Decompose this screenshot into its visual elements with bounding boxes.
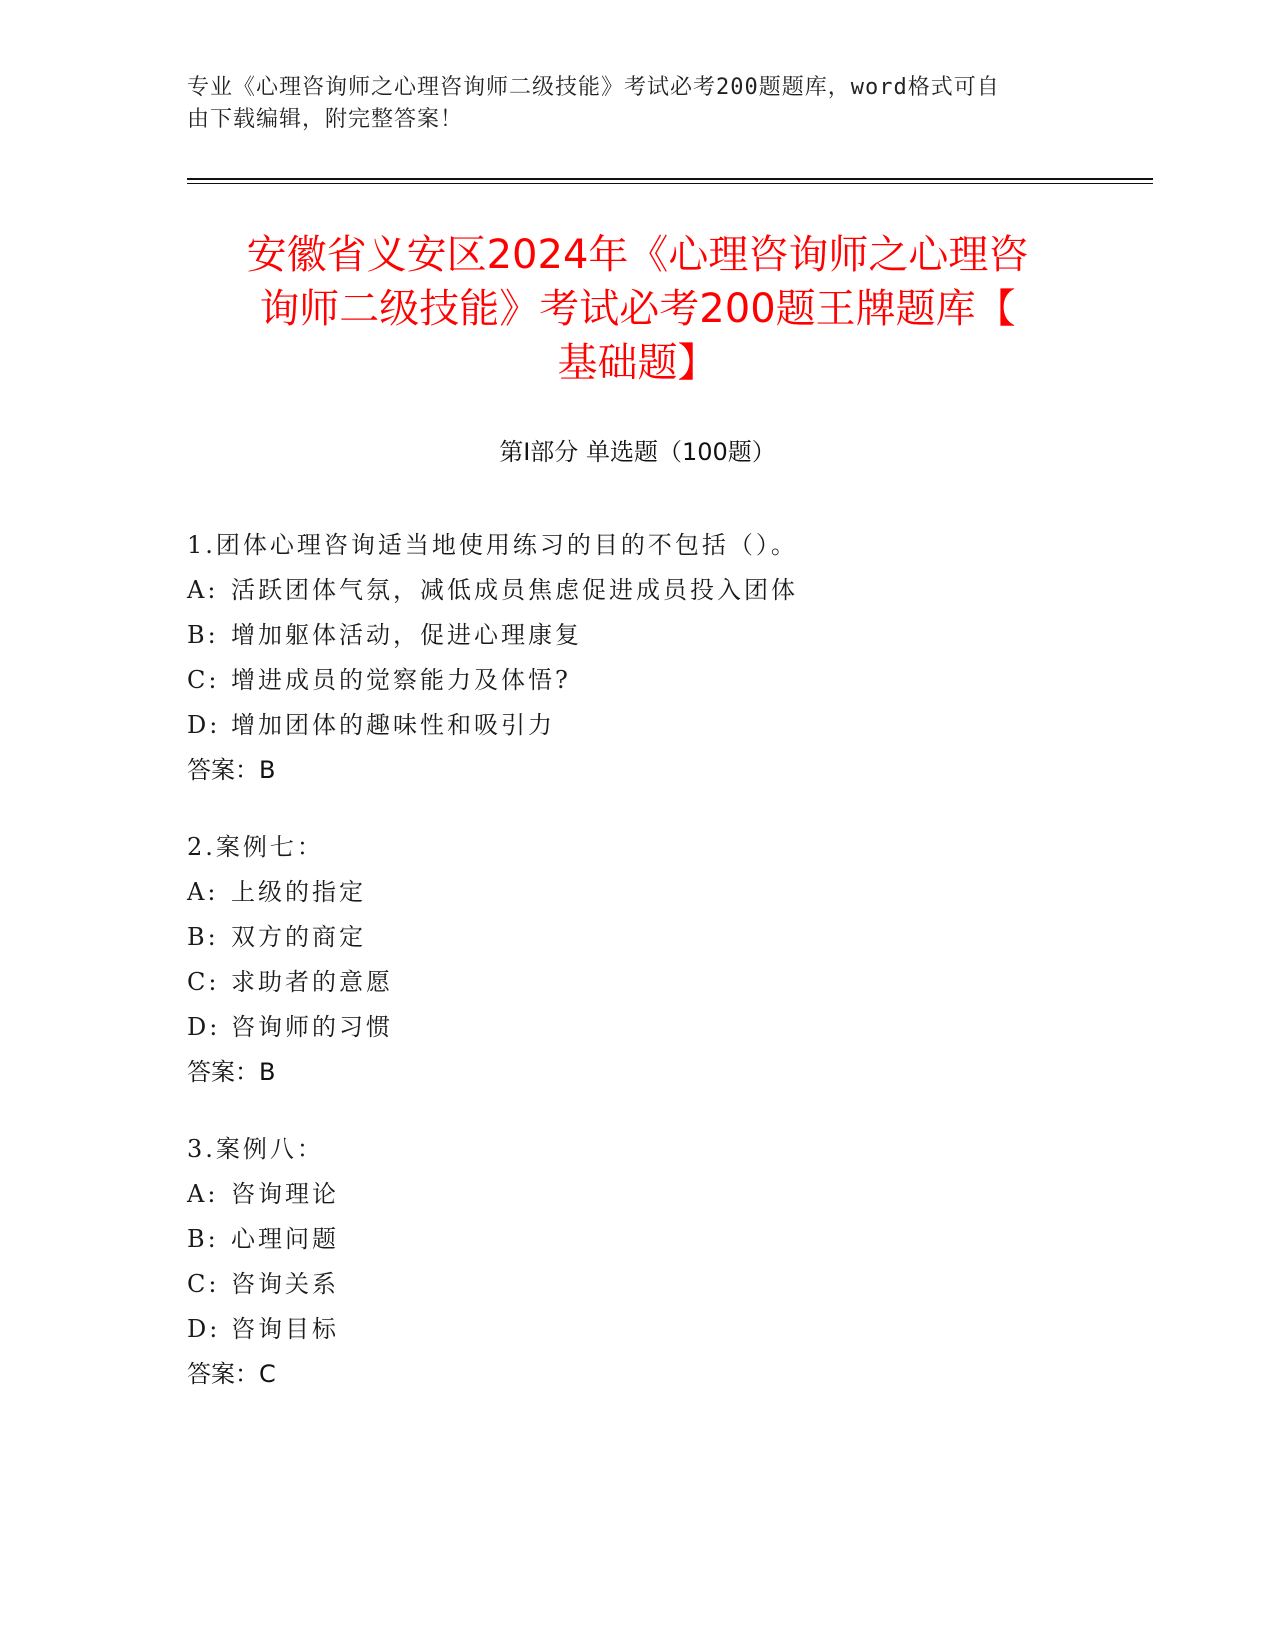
document-title-line-3: 基础题】 [557,340,718,386]
header-intro-line-1: 专业《心理咨询师之心理咨询师二级技能》考试必考200题题库，word格式可自 [187,75,1000,100]
question-option [187,620,1087,665]
question-option [187,665,1087,710]
option-text: 咨询理论 [231,1180,339,1208]
section-title: 第Ⅰ部分 单选题（100题） [499,438,776,466]
option-text: 增进成员的觉察能力及体悟? [231,666,571,694]
question-option [187,1269,1087,1314]
option-text: 双方的商定 [231,923,366,951]
question-list [187,530,1087,1436]
header-intro [187,72,1067,136]
option-key: D: [187,1315,221,1343]
option-text: 活跃团体气氛，减低成员焦虑促进成员投入团体 [231,576,798,604]
question-option [187,1012,1087,1057]
option-key: D: [187,1013,221,1041]
question-option [187,1314,1087,1359]
option-key: C: [187,968,220,996]
document-title-line-1: 安徽省义安区2024年《心理咨询师之心理咨 [246,232,1029,278]
question-answer: 答案：C [187,1360,276,1388]
question-answer: 答案：B [187,756,276,784]
question-option [187,1224,1087,1269]
option-key: D: [187,711,221,739]
option-text: 心理问题 [231,1225,339,1253]
option-key: A: [187,576,219,604]
question-answer: 答案：B [187,1058,276,1086]
option-key: C: [187,1270,220,1298]
option-key: C: [187,666,220,694]
question-option [187,710,1087,755]
question-stem: 1.团体心理咨询适当地使用练习的目的不包括（）。 [187,531,798,559]
document-title-line-2: 询师二级技能》考试必考200题王牌题库【 [259,286,1016,332]
header-divider-thin [187,183,1153,184]
option-text: 咨询目标 [231,1315,339,1343]
question-option [187,967,1087,1012]
option-key: B: [187,923,219,951]
option-text: 增加躯体活动，促进心理康复 [231,621,582,649]
option-key: A: [187,1180,219,1208]
option-text: 咨询关系 [231,1270,339,1298]
question-option [187,575,1087,620]
question-option [187,1179,1087,1224]
question-stem: 2.案例七： [187,833,324,861]
option-text: 增加团体的趣味性和吸引力 [231,711,555,739]
question-option [187,877,1087,922]
question-item [187,1134,1087,1389]
header-intro-line-2: 由下载编辑，附完整答案！ [187,107,464,132]
question-item [187,832,1087,1087]
option-key: B: [187,621,219,649]
option-key: A: [187,878,219,906]
option-text: 上级的指定 [231,878,366,906]
option-key: B: [187,1225,219,1253]
question-item [187,530,1087,785]
header-divider-thick [187,178,1153,180]
option-text: 咨询师的习惯 [231,1013,393,1041]
question-option [187,922,1087,967]
document-title [160,228,1115,390]
option-text: 求助者的意愿 [231,968,393,996]
question-stem: 3.案例八： [187,1135,324,1163]
